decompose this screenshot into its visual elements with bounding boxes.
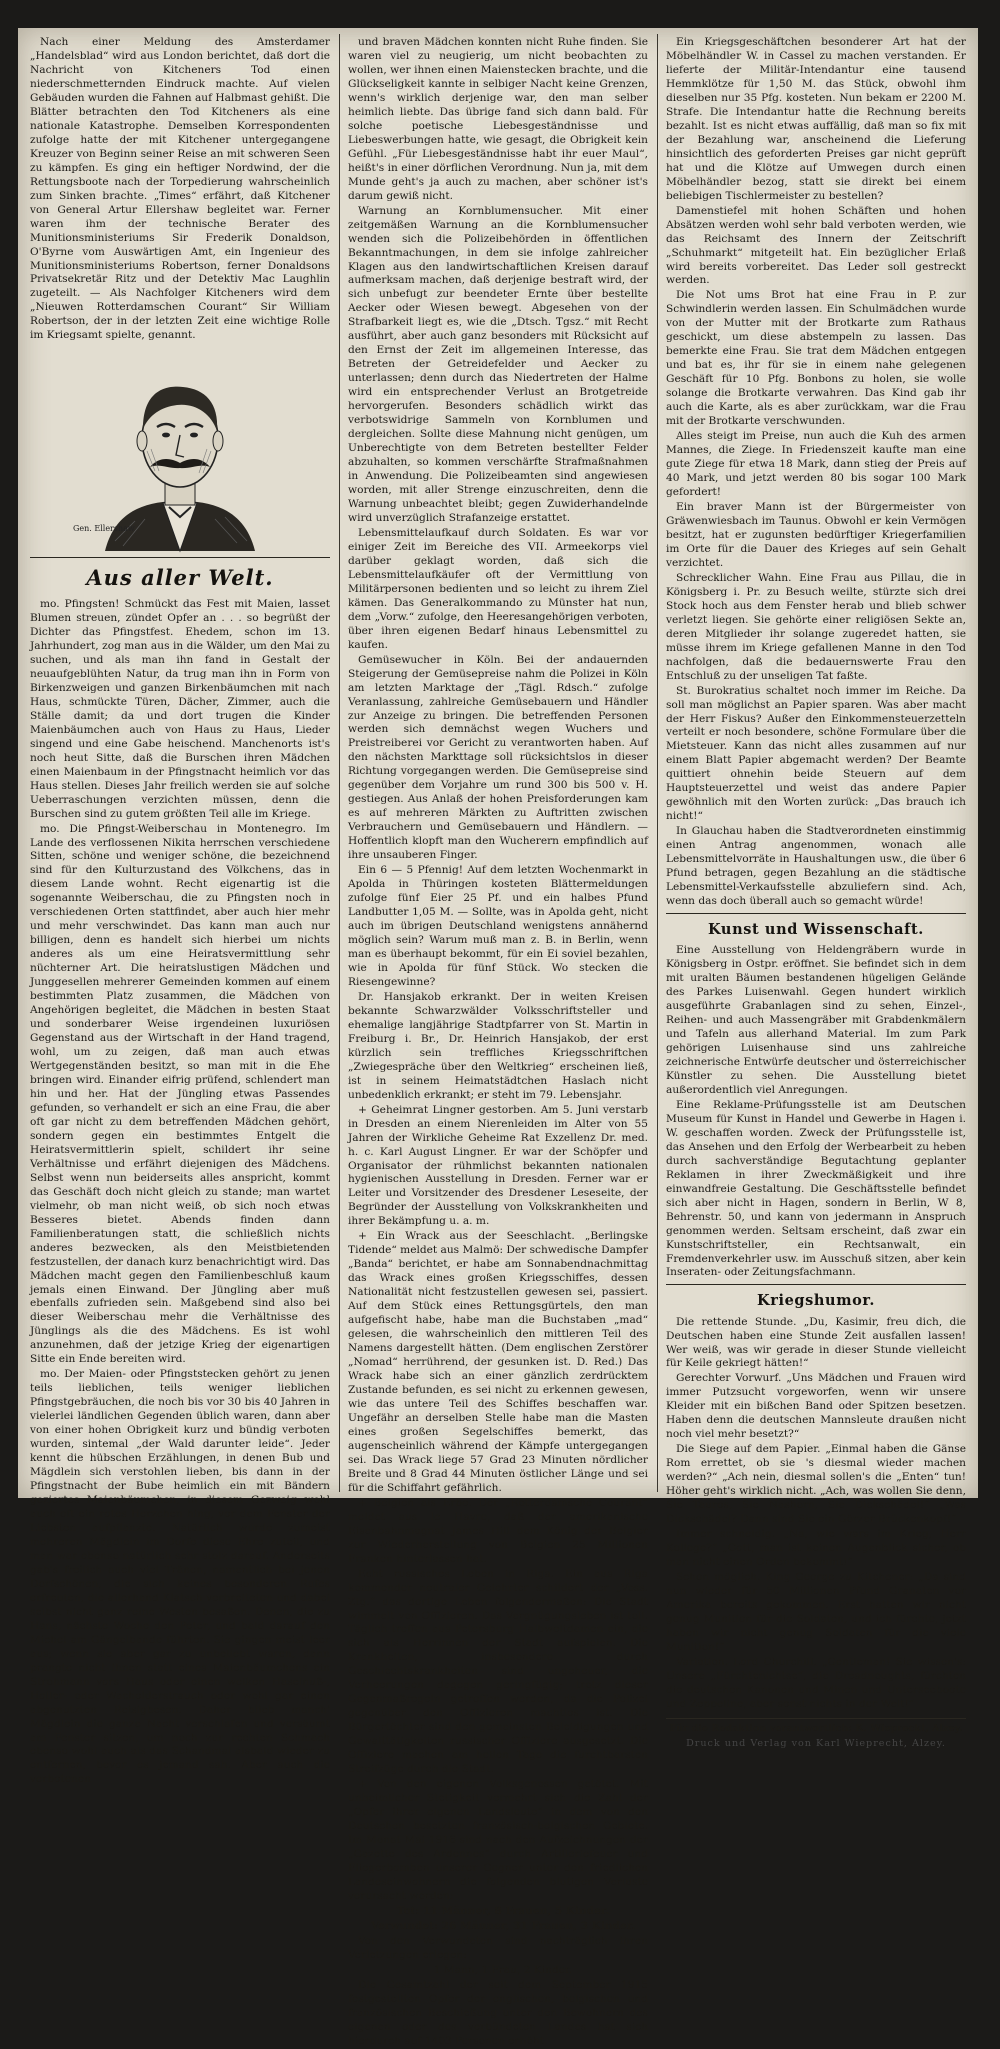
article-pfingsten: mo. Pfingsten! Schmückt das Fest mit Maien, lasset Blumen streuen, zündet Opfer an . . . so begrüßt der Dichter das Pfingstfest. Ehedem, schon im 13. Jahrhundert, zog man aus in die Wälder, um den Mai zu suchen, und als man ihn fand in Gestalt der neuaufgeblühten Natur, da trug man ihn in Form von Birkenzweigen und ganzen Birkenbäumchen mit nach Haus, schmückte Türen, Dächer, Zimmer, auch die Ställe damit; da und dort trugen die Kinder Maienbäumchen auch von Haus zu Haus, Lieder singend und eine Gabe heischend. Manchenorts ist's noch heut Sitte, daß die Burschen ihren Mädchen einen Maienbaum in der Pfingstnacht heimlich vor das Haus stellen. Dieses Jahr freilich werden sie auf solche Ueberraschungen verzichten müssen, denn die Burschen sind zu gutem größten Teil alle im Kriege.	[30, 598, 330, 820]
article-pfingststecken: mo. Der Maien- oder Pfingststecken gehört zu jenen teils lieblichen, teils weniger lieblichen Pfingstgebräuchen, die noch bis vor 30 bis 40 Jahren in vielerlei ländlichen Gegenden üblich waren, dann aber von einer hohen Obrigkeit kurz und bündig verboten wurden, sintemal „der Wald darunter leide“. Jeder kennt die hübschen Erzählungen, in denen Bub und Mägdlein sich verstohlen lieben, bis dann in der Pfingstnacht der Bube heimlich ein mit Bändern geziertes Maienbäumchen, in diesem Gezweig wohl auch oft ein rotes Herzchen hing, vor dem Fenster der Liebsten aufpflanzte. Natürlich wurde zumeist mehreren Mägdlein im Dorfe diese Ehre zuteil, und man war ebenso natürlich sehr stolz darauf. Anderseits gab's freilich auch viel Tränen, namentlich bei jenen Dorfschönen, die sich keines besonderen Rufes erfreuten, die allerhand Klatsch verbreiteten und dabei selbst nicht ganz reine Westen besaßen. Denen, die zu Hans, nächste Woche den Peter, und bald darauf den Michel am Gängelbande führten. Sie gingen meist leer aus; wenn sie aber gar zu unbeliebt waren, dann prangte nicht ihnen statt eines Maienbäumchens ein Strohmann vors Haus oder einen welken Haselnuß-, Holler- oder Wacholderstrauch oder wohl gar einen abgenutzten Reisigbesen. Daher blieb manch' Mägdlein die ganze Nacht verschlafen und versäumt am Fenster sitzen, um noch zur rechten Schmach ebenso wohl auch als das Schandmal alsbald wieder zu entfernen, bevor es jemand sah. Aber auch die verbotenen	[30, 1368, 330, 1786]
imprint-editor: Für die Redaktion verantwortlich: K. Wiepreckt, Alzey.	[666, 1718, 966, 1736]
column-rule	[657, 34, 658, 1492]
article-gemuesewucher: Gemüsewucher in Köln. Bei der andauernden Steigerung der Gemüsepreise nahm die Polizei in Köln am letzten Marktage der „Tägl. Rdsch.“ zufolge Veranlassung, zahlreiche Gemüsebauern und Händler zur Anzeige zu bringen. Die betreffenden Personen werden sich demnächst wegen Wuchers und Preistreiberei vor Gericht zu verantworten haben. Auf den nächsten Markttage soll rücksichtslos in dieser Richtung vorgegangen werden. Die Gemüsepreise sind gegenüber dem Vorjahre um rund 300 bis 500 v. H. gestiegen. Aus Anlaß der hohen Preisforderungen kam es auf mehreren Märkten zu Auftritten zwischen Verbrauchern und Gemüsebauern und Händlern. — Hoffentlich klopft man den Wucherern empfindlich auf ihre unsauberen Finger.	[348, 653, 648, 862]
humor-vorwurf: Gerechter Vorwurf. „Uns Mädchen und Frauen wird immer Putzsucht vorgeworfen, wenn wir unsere Kleider mit ein bißchen Band oder Spitzen besetzen. Haben denn die deutschen Mannsleute draußen nicht noch viel mehr besetzt?“	[666, 1372, 966, 1441]
divider	[666, 1284, 966, 1285]
casualty-dead: Tot: 11 Männer, 8 Frauen, 5 Kinder.	[396, 1904, 610, 1917]
article-lingner: + Geheimrat Lingner gestorben. Am 5. Juni verstarb in Dresden an einem Nierenleiden im Alter von 55 Jahren der Wirkliche Geheime Rat Exzellenz Dr. med. h. c. Karl August Lingner. Er war der Schöpfer und Organisator der rühmlichst bekannten nationalen hygienischen Ausstellung in Dresden. Ferner war er Leiter und Vorsitzender des Dresdener Leseseite, der Begründer der Ausstellung von Volkskrankheiten und ihrer Bekämpfung u. a. m.	[348, 1103, 648, 1228]
divider	[666, 913, 966, 914]
article-heldengraeber: Eine Ausstellung von Heldengräbern wurde in Königsberg in Ostpr. eröffnet. Sie befindet sich in dem mit uralten Bäumen bestandenen hügeligen Gelände des Parkes Luisenwahl. Gegen hundert wirklich ausgeführte Grabanlagen sind zu sehen, Einzel-, Reihen- und auch Massengräber mit Grabdenkmälern und Tafeln aus allerhand Material. Im zum Park gehörigen Luisenhause sind uns zahlreiche zeichnerische Entwürfe deutscher und österreichischer Künstler zu sehen. Die Ausstellung bietet außerordentlich viel Anregungen.	[666, 944, 966, 1096]
column-right	[666, 36, 966, 1750]
humor-rettende-stunde: Die rettende Stunde. „Du, Kasimir, freu dich, die Deutschen haben eine Stunde Zeit ausfallen lassen! Wer weiß, was wir gerade in dieser Stunde vielleicht für Keile gekriegt hätten!“	[666, 1315, 966, 1370]
article-braver-mann: Ein braver Mann ist der Bürgermeister von Gräwenwiesbach im Taunus. Obwohl er kein Vermögen besitzt, hat er zugunsten bedürftiger Kriegerfamilien im Orte für die Dauer des Krieges auf sein Gehalt verzichtet.	[666, 500, 966, 569]
article-not-ums-brot: Die Not ums Brot hat eine Frau in P. zur Schwindlerin werden lassen. Ein Schulmädchen wurde von der Mutter mit der Brotkarte zum Rathaus geschickt, um diese abstempeln zu lassen. Das bemerkte eine Frau. Sie trat dem Mädchen entgegen und bat es, ihr für sie in einem nahe gelegenen Geschäft für 10 Pfg. Bonbons zu holen, sie wolle solange die Brotkarte verwahren. Das Kind gab ihr auch die Karte, als es aber zurückkam, war die Frau mit der Brotkarte verschwunden.	[666, 289, 966, 428]
casualty-total: Die Gesamtzahl der seit dem September 1915 festgestellten Opfer der englischen, belgischen und französischen Beschießung unter den Bewohnern des eigenen oder des verbündeten Landes hat sich hierdurch auf 1403 Personen erhöht.	[348, 1978, 648, 2047]
humor-siege: Die Siege auf dem Papier. „Einmal haben die Gänse Rom errettet, ob sie 's diesmal wieder machen werden?“ „Ach nein, diesmal sollen's die „Enten“ tun! Höher geht's wirklich nicht. „Ach, was wollen Sie denn, Sie Tauros, Sie Nashorn, Sie Dickschädel!“ „Was Dickschädel? Dann sind Sie ein Görzer Brückenkopf!“	[666, 1443, 966, 1526]
article-glauchau: In Glauchau haben die Stadtverordneten einstimmig einen Antrag angenommen, wonach alle Lebensmittelvorräte in Haushaltungen usw., die über 6 Pfund betragen, gegen Bezahlung an die städtische Lebensmittel-Verkaufsstelle abzuliefern sind. Ach, wenn das doch überall auch so gemacht würde!	[666, 825, 966, 908]
portrait-illustration	[65, 351, 295, 551]
imprint-publisher: Druck und Verlag von Karl Wieprecht, Alzey.	[686, 1738, 946, 1750]
article-weiberschau: mo. Die Pfingst-Weiberschau in Montenegro. Im Lande des verflossenen Nikita herrschen verschiedene Sitten, schöne und weniger schöne, die bezeichnend sind für den Kulturzustand des Völkchens, das in diesem Lande wohnt. Recht eigenartig ist die sogenannte Weiberschau, die zu Pfingsten noch in verschiedenen Orten stattfindet, aber auch hier mehr und mehr verschwindet. Das kann man auch nur billigen, denn es handelt sich hierbei um nichts anderes als um eine Heiratsvermittlung sehr nüchterner Art. Die heiratslustigen Mädchen und Junggesellen mehrerer Gemeinden kommen auf einem bestimmten Platz zusammen, die Mädchen von Angehörigen begleitet, die Mädchen in besten Staat und sonderbarer Weise irgendeinen luxuriösen Gegenstand aus der Wirtschaft in der Hand tragend, wohl, um zu zeigen, daß man auch etwas Wertgegenständen besitzt, so man mit in die Ehe bringen wird. Einander eifrig prüfend, schlendert man hin und her. Hat der Jüngling etwas Passendes gefunden, so verhandelt er sich an eine Frau, die aber oft gar nicht zu dem betreffenden Mädchen gehört, sondern gegen ein bestimmtes Entgelt die Heiratsvermittlerin spielt, schildert ihr seine Verhältnisse und erfährt diejenigen des Mädchens. Selbst wenn nun beiderseits alles anspricht, kommt das Geschäft doch nicht gleich zu stande; man wartet vielmehr, ob man nicht weiß, ob sich noch etwas Besseres bietet. Abends finden dann Familienberatungen statt, die schließlich nichts anderes bezwecken, als den Meistbietenden festzustellen, der danach kurz benachrichtigt wird. Das Mädchen macht gegen den Familienbeschluß kaum jemals einen Einwand. Der Jüngling aber muß ebenfalls zufrieden sein. Maßgebend sind also bei dieser Weiberschau mehr die Verhältnisse des Jünglings als die des Mädchens. Es ist wohl anzunehmen, daß der jetzige Krieg der eigenartigen Sitte ein Ende bereiten wird.	[30, 822, 330, 1366]
newspaper-page	[18, 28, 978, 2047]
humor-moeglich: Schon möglich. King George zu Kitchener: „Da sind nun wieder für 50 Millionen Pfund Granaten vor Amerika bereits gekommen. Erst hatten wir nicht genug Munition für die Soldaten, und ich fürchte, jetzt haben wir nicht genug Soldaten für die viele Munition!“	[666, 1571, 966, 1653]
article-lebensmittelaufkauf: Lebensmittelaufkauf durch Soldaten. Es war vor einiger Zeit im Bereiche des VII. Armeekorps viel darüber geklagt worden, daß sich die Lebensmittelaufkäufer oft der Vermittlung von Militärpersonen bedienten und so leicht zu ihrem Ziel kämen. Das Generalkommando zu Münster hat nun, dem „Vorw.“ zufolge, den Heeresangehörigen verboten, über ihren eigenen Bedarf hinaus Lebensmittel zu kaufen.	[348, 526, 648, 651]
section-title-kunst: Kunst und Wissenschaft.	[708, 921, 924, 939]
article-reklame: Eine Reklame-Prüfungsstelle ist am Deutschen Museum für Kunst in Handel und Gewerbe in Hagen i. W. geschaffen worden. Zweck der Prüfungsstelle ist, das Ansehen und den Erfolg der Werbearbeit zu heben durch sachverständige Begutachtung geplanter Reklamen in ihrer Zweckmäßigkeit und ihre einwandfreie Gestaltung. Die Geschäftsstelle befindet sich aber nicht in Hagen, sondern in Berlin, W 8, Behrenstr. 50, und kann von jedermann in Anspruch genommen werden. Seltsam erscheint, daß zwar ein Kunstschriftsteller, ein Rechtsanwalt, ein Fremdenverkehrler usw. im Ausschuß sitzen, aber kein Inseraten- oder Zeitungsfachmann.	[666, 1098, 966, 1279]
article-volksgenossen: + Von den eigenen Volksgenossen getötet. Mit unheimlicher Stetigkeit vermehrt sich die Zahl der „Opfer ihrer eigenen Landsleute“ in dem von den Deutschen besetzten französisch-belgischen Gebiete. Im Monat Mai 1916 sind nach den Aufzeichnungen der „Gazette des Ardennes“ durch Artilleriefeuer und Fliegerbomben unserer Gegner unter den friedlichen Landeseinwohnern die folgenden blutigen Verluste verursacht worden:	[348, 1778, 648, 1902]
article-wahn: Schrecklicher Wahn. Eine Frau aus Pillau, die in Königsberg i. Pr. zu Besuch weilte, stürzte sich drei Stock hoch aus dem Fenster herab und blieb schwer verletzt liegen. Sie gehörte einer religiösen Sekte an, deren Mitglieder ihr solange zugeredet hatten, sie müsse ihrem im Kriege gefallenen Manne in den Tod nachfolgen, daß die bedauernswerte Frau den Entschluß zu der unseligen Tat faßte.	[666, 571, 966, 682]
article-riga: Echt russisches Leben in Riga. Ein aus Riga kommender neutraler Gelehrter schildert der „Voss. Ztg.“ das dortige Leben folgendermaßen: Die Stadt wimmelt von Offizieren. Das Vergnügungsleben ist toll. Täglich treffen aus Petersburg Halbweltdamen ein, die sich als Herrinnen der Stadt aufspielen. Die Krankheiten, insbesondere durch Geschlechtskrankheiten sind ungeheuer, die Verheerungen dagegen geringfügig; trotz dieser Gegenmaßregeln getroffen werden, da die Polizei gegenüber den Offizieren machtlos ist. Die Bürgertöchter sind den gemeinsten Beleidigungen und Gewalttätigkeiten russischer Offiziere ausgesetzt. Die Offiziere machen am hellen Tage die furchtbarsten Streifzüge durch die Stadt.	[348, 1567, 648, 1776]
article-kitchener: Nach einer Meldung des Amsterdamer „Handelsblad“ wird aus London berichtet, daß dort die Nachricht von Kitcheners Tod einen niederschmetternden Eindruck machte. Auf vielen Gebäuden wurden die Fahnen auf Halbmast gehißt. Die Blätter betrachten den Tod Kitcheners als eine nationale Katastrophe. Demselben Korrespondenten zufolge hatte der mit Kitchener untergegangene Kreuzer von Beginn seiner Reise an mit schweren Seen zu kämpfen. Es ging ein heftiger Nordwind, der die Rettungsboote nach der Torpedierung wahrscheinlich zum Sinken brachte. „Times“ erfährt, daß Kitchener von General Artur Ellershaw begleitet war. Ferner waren ihm der technische Berater des Munitionsministeriums Sir Frederik Donaldson, O'Byrne vom Auswärtigen Amt, ein Ingenieur des Munitionsministeriums Robertson, ferner Donaldsons Privatsekretär Ritz und der Detektiv Mac Laughlin zugeteilt. — Als Nachfolger Kitcheners wird dem „Nieuwen Rotterdamschen Courant“ Sir William Robertson, der in der letzten Zeit eine wichtige Rolle im Kriegsamt spielte, genannt.	[30, 36, 331, 342]
portrait-caption: Gen. Ellershaw	[73, 524, 135, 534]
article-kornblumen: Warnung an Kornblumensucher. Mit einer zeitgemäßen Warnung an die Kornblumensucher wenden sich die Polizeibehörden in öffentlichen Bekanntmachungen, in dem sie infolge zahlreicher Klagen aus den landwirtschaftlichen Kreisen darauf aufmerksam machen, daß derjenige bestraft wird, der sich unbefugt zur beendeter Ernte über bestellte Aecker oder Wiesen bewegt. Abgesehen von der Strafbarkeit liegt es, wie die „Dtsch. Tgsz.“ mit Recht ausführt, aber auch ganz besonders mit Rücksicht auf den Ernst der Zeit im allgemeinen Interesse, das Betreten der Getreidefelder und Aecker zu unterlassen; denn durch das Niedertreten der Halme wird ein entsprechender Verlust an Brotgetreide hervorgerufen. Besonders schädlich wirkt das verbotswidrige Sammeln von Kornblumen und dergleichen. Sollte diese Mahnung nicht genügen, um Unberechtigte von dem Betreten bestellter Felder abzuhalten, so kommen verschärfte Strafmaßnahmen in Anwendung. Die Polizeibeamten sind angewiesen worden, mit aller Strenge einzuschreiten, denn die Warnung unbeachtet bleibt; gegen Zuwiderhandelnde wird unverzüglich Strafanzeige erstattet.	[348, 204, 648, 524]
column-left	[30, 36, 331, 1786]
section-title-kriegshumor: Kriegshumor.	[757, 1292, 875, 1310]
article-ziege: Alles steigt im Preise, nun auch die Kuh des armen Mannes, die Ziege. In Friedenszeit kaufte man eine gute Ziege für etwa 18 Mark, dann stieg der Preis auf 40 Mark, und jetzt werden 80 bis sogar 100 Mark gefordert!	[666, 430, 966, 498]
humor-variation: Variation. Lord Churchill. „Gentleman! Sie wissen's: Unsere „Fürchtenichtse“, die Dreadnoughts, fürchten die deutschen Kanonen und Minen und Unterseeboote und Zeppeline, aber sonst nichts in der Welt!“	[666, 1655, 966, 1710]
column-middle	[348, 36, 649, 2047]
casualty-died-later: 1 Mann, 1 Frau, 2 Kinder.	[433, 1963, 573, 1976]
article-damenstiefel: Damenstiefel mit hohen Schäften und hohen Absätzen werden wohl sehr bald verboten werden, wie das Reichsamt des Innern der Zeitschrift „Schuhmarkt“ mitgeteilt hat. Ein bezüglicher Erlaß wird bereits vorbereitet. Das Leder soll gestreckt werden.	[666, 204, 966, 287]
casualty-note: Von den Verwundeten sind nachträglich ihren Verletzungen erlegen:	[348, 1934, 648, 1961]
article-apolda: Ein 6 — 5 Pfennig! Auf dem letzten Wochenmarkt in Apolda in Thüringen kosteten Blättermeldungen zufolge fünf Eier 25 Pf. und ein halbes Pfund Landbutter 1,05 M. — Sollte, was in Apolda geht, nicht auch im übrigen Deutschland wenigstens annähernd möglich sein? Warum muß man z. B. in Berlin, wenn man es überhaupt bekommt, für ein Ei soviel bezahlen, wie in Apolda für fünf Stück. Wo stecken die Riesengewinne?	[348, 864, 648, 988]
article-wrack: + Ein Wrack aus der Seeschlacht. „Berlingske Tidende“ meldet aus Malmö: Der schwedische Dampfer „Banda“ berichtet, er habe am Sonnabendnachmittag das Wrack eines großen Kriegsschiffes, dessen Nationalität nicht festzustellen gewesen sei, passiert. Auf dem Stück eines Rettungsgürtels, den man aufgefischt habe, habe man die Buchstaben „mad“ gelesen, die wahrscheinlich den mittleren Teil des Namens dargestellt hätten. (Dem englischen Zerstörer „Nomad“ herrührend, der gesunken ist. D. Red.) Das Wrack habe sich an einer gänzlich zerdrücktem Zustande befunden, es sei nicht zu erkennen gewesen, wie das untere Teil des Schiffes beschaffen war. Ungefähr an derselben Stelle habe man die Masten eines großen Segelschiffes bemerkt, das augenscheinlich während der Kämpfe untergegangen sei. Das Wrack liege 57 Grad 23 Minuten nördlicher Breite und 8 Grad 44 Minuten östlicher Länge und sei für die Schiffahrt gefährlich.	[348, 1230, 649, 1494]
column-rule	[339, 34, 340, 1492]
humor-schneidig: Immer schneidig. „Na, wie wars im Krieg, Herr Kollege?“ „Gott, man ist keinen Augenblick sicher, ob man nicht einen Orden bekommt!“	[666, 1528, 966, 1569]
divider	[30, 557, 330, 558]
article-kriegsgeschaeftchen: Ein Kriegsgeschäftchen besonderer Art hat der Möbelhändler W. in Cassel zu machen verstanden. Er lieferte der Militär-Intendantur eine tausend Hemmklötze für 1,50 M. das Stück, obwohl ihm dieselben nur 35 Pfg. kosteten. Nun bekam er 2200 M. Strafe. Die Intendantur hatte die Rechnung bereits bezahlt. Ist es nicht etwas auffällig, daß man so fix mit der Bezahlung war, anscheinend die Lieferung hinsichtlich des geforderten Preises gar nicht geprüft hat und die Klötze auf Umwegen durch einen Möbelhändler bezog, statt sie direkt bei einem beliebigen Tischlermeister zu bestellen?	[666, 36, 966, 202]
section-title-aus-aller-welt: Aus aller Welt.	[86, 565, 274, 591]
casualty-wounded: Verwundet: 26 Männer, 31 Frauen, 3 Kinder.	[370, 1919, 636, 1932]
article-belgien: + Belgien als Erbe. Der „Rotterdamsche Courant“ meldet aus le Havre, daß der amerikanische Eisenbahnmagnat James Hill dem König der Belgier zur Wiederherstellung von Belgien 25 Millionen Franken hinterlassen hat.	[348, 1496, 648, 1565]
article-burokratius: St. Burokratius schaltet noch immer im Reiche. Da soll man möglichst an Papier sparen. Was aber macht der Herr Fiskus? Außer den Einkommensteuerzetteln verteilt er noch besondere, schöne Formulare über die Mietsteuer. Kann das nicht alles zusammen auf nur einem Blatt Papier abgemacht werden? Der Beamte quittiert ohnehin beide Steuern auf dem Hauptsteuerzettel und weist das andere Papier gewöhnlich mit den Worten zurück: „Das brauch ich nicht!“	[666, 684, 966, 823]
article-continued: und braven Mädchen konnten nicht Ruhe finden. Sie waren viel zu neugierig, um nicht beobachten zu wollen, wer ihnen einen Maienstecken brachte, und die Glückseligkeit kannte in selbiger Nacht keine Grenzen, wenn's wirklich derjenige war, den man selber heimlich liebte. Das übrige fand sich dann bald. Für solche poetische Liebesgeständnisse und Liebeswerbungen hatte, wie gesagt, die Obrigkeit kein Gefühl. „Für Liebesgeständnisse habt ihr euer Maul“, heißt's in einer dörflichen Verordnung. Nun ja, mit dem Munde geht's ja auch zu machen, aber schöner ist's darum gewiß nicht.	[348, 36, 648, 202]
article-hansjakob: Dr. Hansjakob erkrankt. Der in weiten Kreisen bekannte Schwarzwälder Volksschriftsteller und ehemalige langjährige Stadtpfarrer von St. Martin in Freiburg i. Br., Dr. Heinrich Hansjakob, der erst kürzlich sein treffliches Kriegsschriftchen „Zwiegespräche über den Weltkrieg“ erscheinen ließ, ist in seinem Heimatstädtchen Haslach nicht unbedenklich erkrankt; er steht im 79. Lebensjahr.	[348, 990, 648, 1101]
